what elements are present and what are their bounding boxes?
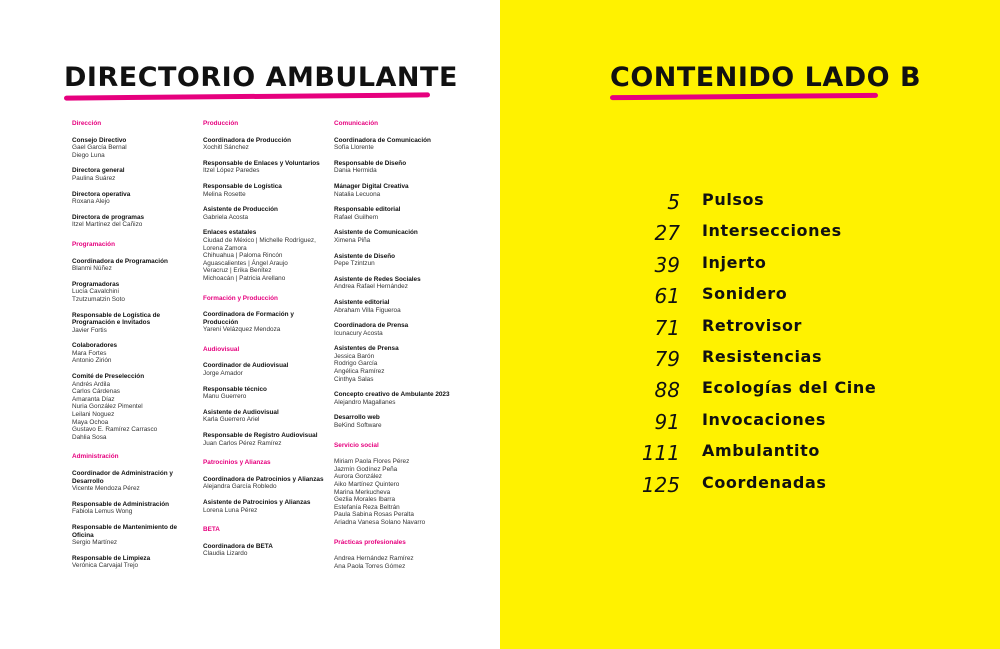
role-label: Programadoras [72, 280, 120, 288]
person-name: Jorge Amador [203, 370, 243, 378]
section-title: Audiovisual [203, 345, 240, 353]
directory-entry [203, 137, 328, 152]
section-title: BETA [203, 526, 220, 534]
directory-entry [72, 312, 197, 335]
directory-section [203, 459, 328, 514]
directory-entry [203, 409, 328, 424]
person-name: Marina Merkucheva [334, 488, 391, 496]
person-name: Karla Guerrero Ariel [203, 416, 260, 424]
section-title: Servicio social [334, 441, 379, 449]
directory-entry [334, 414, 459, 429]
role-label: Responsable de Registro Audiovisual [203, 432, 318, 440]
toc-section-title: Coordenadas [702, 472, 827, 492]
person-name: Verónica Carvajal Trejo [72, 562, 139, 570]
section-title: Producción [203, 120, 239, 127]
toc-page-number: 125 [641, 472, 680, 497]
toc-section-title: Injerto [702, 252, 767, 272]
role-label: Responsable de Mantenimiento de Oficina [72, 523, 178, 539]
toc-page-number: 61 [654, 284, 680, 309]
role-label: Comité de Preselección [72, 373, 145, 381]
directory-entry [72, 373, 197, 441]
person-name: Alejandra García Robledo [203, 483, 277, 491]
directory-section [334, 120, 459, 430]
person-name: Aiko Martínez Quintero [334, 481, 400, 488]
person-name: Xochitl Sánchez [203, 144, 249, 152]
directory-entry [203, 160, 328, 175]
directory-entry [203, 386, 328, 401]
person-name: Ciudad de México | Michelle Rodríguez, Lorena Zamora [203, 236, 316, 252]
directory-entry [334, 299, 459, 314]
toc-section-title: Sonidero [702, 284, 788, 304]
person-name: Andrés Ardila [72, 380, 111, 388]
directory-section [334, 442, 459, 527]
directory-entry [203, 499, 328, 514]
section-title: Programación [72, 240, 115, 248]
person-name: Carlos Cárdenas [72, 388, 120, 396]
person-name: Cinthya Salas [334, 375, 374, 383]
person-name: Paula Sabina Rosas Peralta [334, 511, 414, 519]
role-label: Responsable de Logística de Programación e Invitados [72, 311, 161, 327]
person-name: Angélica Ramírez [334, 368, 385, 376]
toc-section-title: Resistencias [702, 346, 823, 366]
section-title: Prácticas profesionales [334, 538, 406, 546]
person-name: Gezlia Morales Ibarra [334, 496, 396, 504]
directory-entry [334, 160, 459, 175]
person-name: Antonio Zirión [72, 357, 112, 365]
directory-title: DIRECTORIO AMBULANTE [64, 62, 458, 93]
toc-page-number: 71 [654, 315, 680, 340]
directory-entry [334, 391, 459, 406]
role-label: Asistentes de Prensa [334, 345, 399, 353]
person-name: Abraham Villa Figueroa [334, 306, 401, 314]
person-name: Gael García Bernal [72, 144, 127, 152]
directory-entry [334, 206, 459, 221]
directory-entry [203, 543, 328, 558]
role-label: Coordinadora de Prensa [334, 322, 409, 330]
role-label: Coordinadora de Producción [203, 136, 292, 144]
person-name: Melina Rosette [203, 190, 246, 198]
person-name: Sergio Martínez [72, 539, 118, 547]
directory-entry [334, 276, 459, 291]
directory-section [203, 526, 328, 558]
directory-section [203, 295, 328, 334]
person-name: Rodrigo García [334, 360, 378, 368]
role-label: Asistente editorial [334, 298, 390, 306]
directory-column-1 [72, 120, 197, 582]
person-name: Veracruz | Erika Benítez [203, 267, 272, 275]
toc-page-number: 79 [654, 346, 680, 371]
directory-entry [203, 362, 328, 377]
role-label: Responsable de Administración [72, 500, 170, 508]
person-name: Mara Fortes [72, 349, 107, 357]
directory-entry [203, 432, 328, 447]
role-label: Responsable de Enlaces y Voluntarios [203, 159, 320, 167]
toc-page-number: 111 [641, 441, 680, 466]
role-label: Enlaces estatales [203, 229, 257, 237]
directory-title-underline [64, 92, 430, 100]
role-label: Responsable de Logística [203, 182, 282, 190]
person-name: Ximena Piña [334, 236, 371, 244]
role-label: Mánager Digital Creativa [334, 182, 409, 190]
person-name: Fabiola Lemus Wong [72, 508, 133, 516]
contents-title-underline [610, 93, 878, 100]
role-label: Directora de programas [72, 213, 145, 221]
person-name: Michoacán | Patricia Arellano [203, 274, 286, 282]
role-label: Asistente de Comunicación [334, 229, 418, 237]
directory-section [72, 241, 197, 441]
directory-section [72, 453, 197, 570]
person-name: BeKind Software [334, 422, 382, 430]
role-label: Coordinadora de Programación [72, 257, 168, 265]
toc-section-title: Retrovisor [702, 315, 803, 335]
person-name: Miriam Paola Flores Pérez [334, 458, 410, 466]
role-label: Concepto creativo de Ambulante 2023 [334, 391, 450, 399]
section-title: Formación y Producción [203, 294, 278, 302]
directory-entry [72, 281, 197, 304]
role-label: Coordinador de Audiovisual [203, 362, 289, 370]
person-name: Juan Carlos Pérez Ramírez [203, 439, 282, 447]
section-title: Patrocinios y Alianzas [203, 459, 271, 467]
person-name: Jessica Barón [334, 352, 375, 360]
role-label: Coordinadora de BETA [203, 542, 273, 550]
directory-entry [72, 167, 197, 182]
directory-entry [72, 342, 197, 365]
toc-section-title: Invocaciones [702, 409, 826, 429]
person-name: Itzel López Paredes [203, 167, 260, 175]
person-name: Lucía Cavalchini [72, 288, 119, 296]
person-name: Natalia Lecuona [334, 190, 381, 198]
directory-entry [334, 458, 459, 526]
person-name: Vicente Mendoza Pérez [72, 485, 140, 493]
directory-entry [203, 311, 328, 334]
directory-entry [72, 524, 197, 547]
directory-section [203, 120, 328, 283]
person-name: Javier Fortis [72, 326, 107, 334]
person-name: Yareni Velázquez Mendoza [203, 326, 281, 334]
person-name: Amaranta Díaz [72, 395, 115, 403]
toc-page-number: 91 [654, 409, 680, 434]
role-label: Asistente de Audiovisual [203, 408, 279, 416]
person-name: Alejandro Magallanes [334, 398, 396, 406]
role-label: Asistente de Patrocinios y Alianzas [203, 499, 311, 506]
toc-section-title: Intersecciones [702, 221, 842, 241]
role-label: Coordinadora de Formación y Producción [203, 311, 294, 326]
person-name: Ana Paola Torres Gómez [334, 562, 406, 570]
person-name: Tzutzumatzin Soto [72, 295, 125, 303]
person-name: Rafael Guilhem [334, 213, 379, 221]
role-label: Directora general [72, 167, 125, 175]
person-name: Claudia Lizardo [203, 550, 248, 558]
section-title: Comunicación [334, 120, 379, 127]
person-name: Aurora González [334, 473, 382, 481]
person-name: Aguascalientes | Ángel Araujo [203, 259, 288, 267]
directory-entry [334, 137, 459, 152]
directory-section [203, 346, 328, 447]
role-label: Coordinadora de Comunicación [334, 136, 431, 144]
person-name: Dania Hermida [334, 167, 377, 175]
role-label: Coordinadora de Patrocinios y Alianzas [203, 475, 324, 483]
role-label: Asistente de Producción [203, 206, 278, 214]
role-label: Responsable de Limpieza [72, 554, 151, 562]
person-name: Lorena Luna Pérez [203, 506, 258, 514]
directory-entry [72, 555, 197, 570]
person-name: Dahlia Sosa [72, 433, 107, 441]
directory-entry [203, 229, 328, 282]
toc-section-title: Pulsos [702, 190, 765, 209]
toc-section-title: Ambulantito [702, 441, 820, 461]
directory-entry [334, 253, 459, 268]
directory-entry [334, 183, 459, 198]
directory-entry [72, 214, 197, 229]
person-name: Pepe Tzintzun [334, 260, 375, 268]
person-name: Manu Guerrero [203, 393, 247, 401]
toc-section-title: Ecologías del Cine [702, 378, 877, 398]
directory-entry [334, 345, 459, 383]
person-name: Leilani Noguez [72, 411, 115, 419]
role-label: Asistente de Diseño [334, 252, 396, 260]
person-name: Gustavo E. Ramírez Carrasco [72, 426, 158, 434]
person-name: Gabriela Acosta [203, 213, 249, 221]
directory-entry [334, 555, 459, 570]
role-label: Consejo Directivo [72, 136, 127, 144]
directory-entry [72, 501, 197, 516]
directory-entry [203, 476, 328, 491]
person-name: Blanmi Núñez [72, 265, 112, 273]
person-name: Andrea Hernández Ramírez [334, 555, 414, 563]
person-name: Estefanía Reza Beltrán [334, 503, 400, 511]
person-name: Paulina Suárez [72, 174, 116, 182]
directory-entry [72, 191, 197, 206]
role-label: Colaboradores [72, 342, 118, 350]
section-title: Administración [72, 453, 119, 461]
directory-entry [203, 183, 328, 198]
toc-page-number: 5 [667, 190, 680, 214]
role-label: Directora operativa [72, 190, 131, 198]
toc-page-number: 88 [654, 378, 680, 403]
toc-page-number: 27 [654, 221, 680, 246]
directory-entry [334, 229, 459, 244]
directory-column-3 [334, 120, 459, 582]
person-name: Icunacury Acosta [334, 329, 383, 337]
directory-entry [334, 322, 459, 337]
person-name: Sofía Llorente [334, 144, 374, 152]
person-name: Roxana Alejo [72, 198, 110, 206]
person-name: Nuria González Pimentel [72, 403, 143, 411]
directory-section [72, 120, 197, 229]
section-title: Dirección [72, 120, 102, 127]
role-label: Responsable técnico [203, 385, 267, 393]
role-label: Responsable editorial [334, 206, 401, 214]
person-name: Ariadna Vanesa Solano Navarro [334, 518, 426, 526]
person-name: Diego Luna [72, 151, 105, 159]
role-label: Coordinador de Administración y Desarrollo [72, 470, 173, 485]
role-label: Asistente de Redes Sociales [334, 275, 421, 283]
role-label: Desarrollo web [334, 414, 380, 422]
contents-title: CONTENIDO LADO B [610, 62, 922, 93]
directory-entry [72, 470, 197, 493]
directory-entry [203, 206, 328, 221]
person-name: Andrea Rafael Hernández [334, 283, 408, 291]
person-name: Chihuahua | Paloma Rincón [203, 252, 283, 260]
directory-entry [72, 258, 197, 273]
role-label: Responsable de Diseño [334, 159, 407, 167]
person-name: Maya Ochoa [72, 418, 109, 426]
directory-column-2 [203, 120, 328, 570]
directory-entry [72, 137, 197, 160]
toc-page-number: 39 [654, 252, 680, 277]
person-name: Jazmín Godínez Peña [334, 465, 398, 473]
person-name: Itzel Martínez del Cañizo [72, 221, 143, 229]
directory-section [334, 539, 459, 571]
